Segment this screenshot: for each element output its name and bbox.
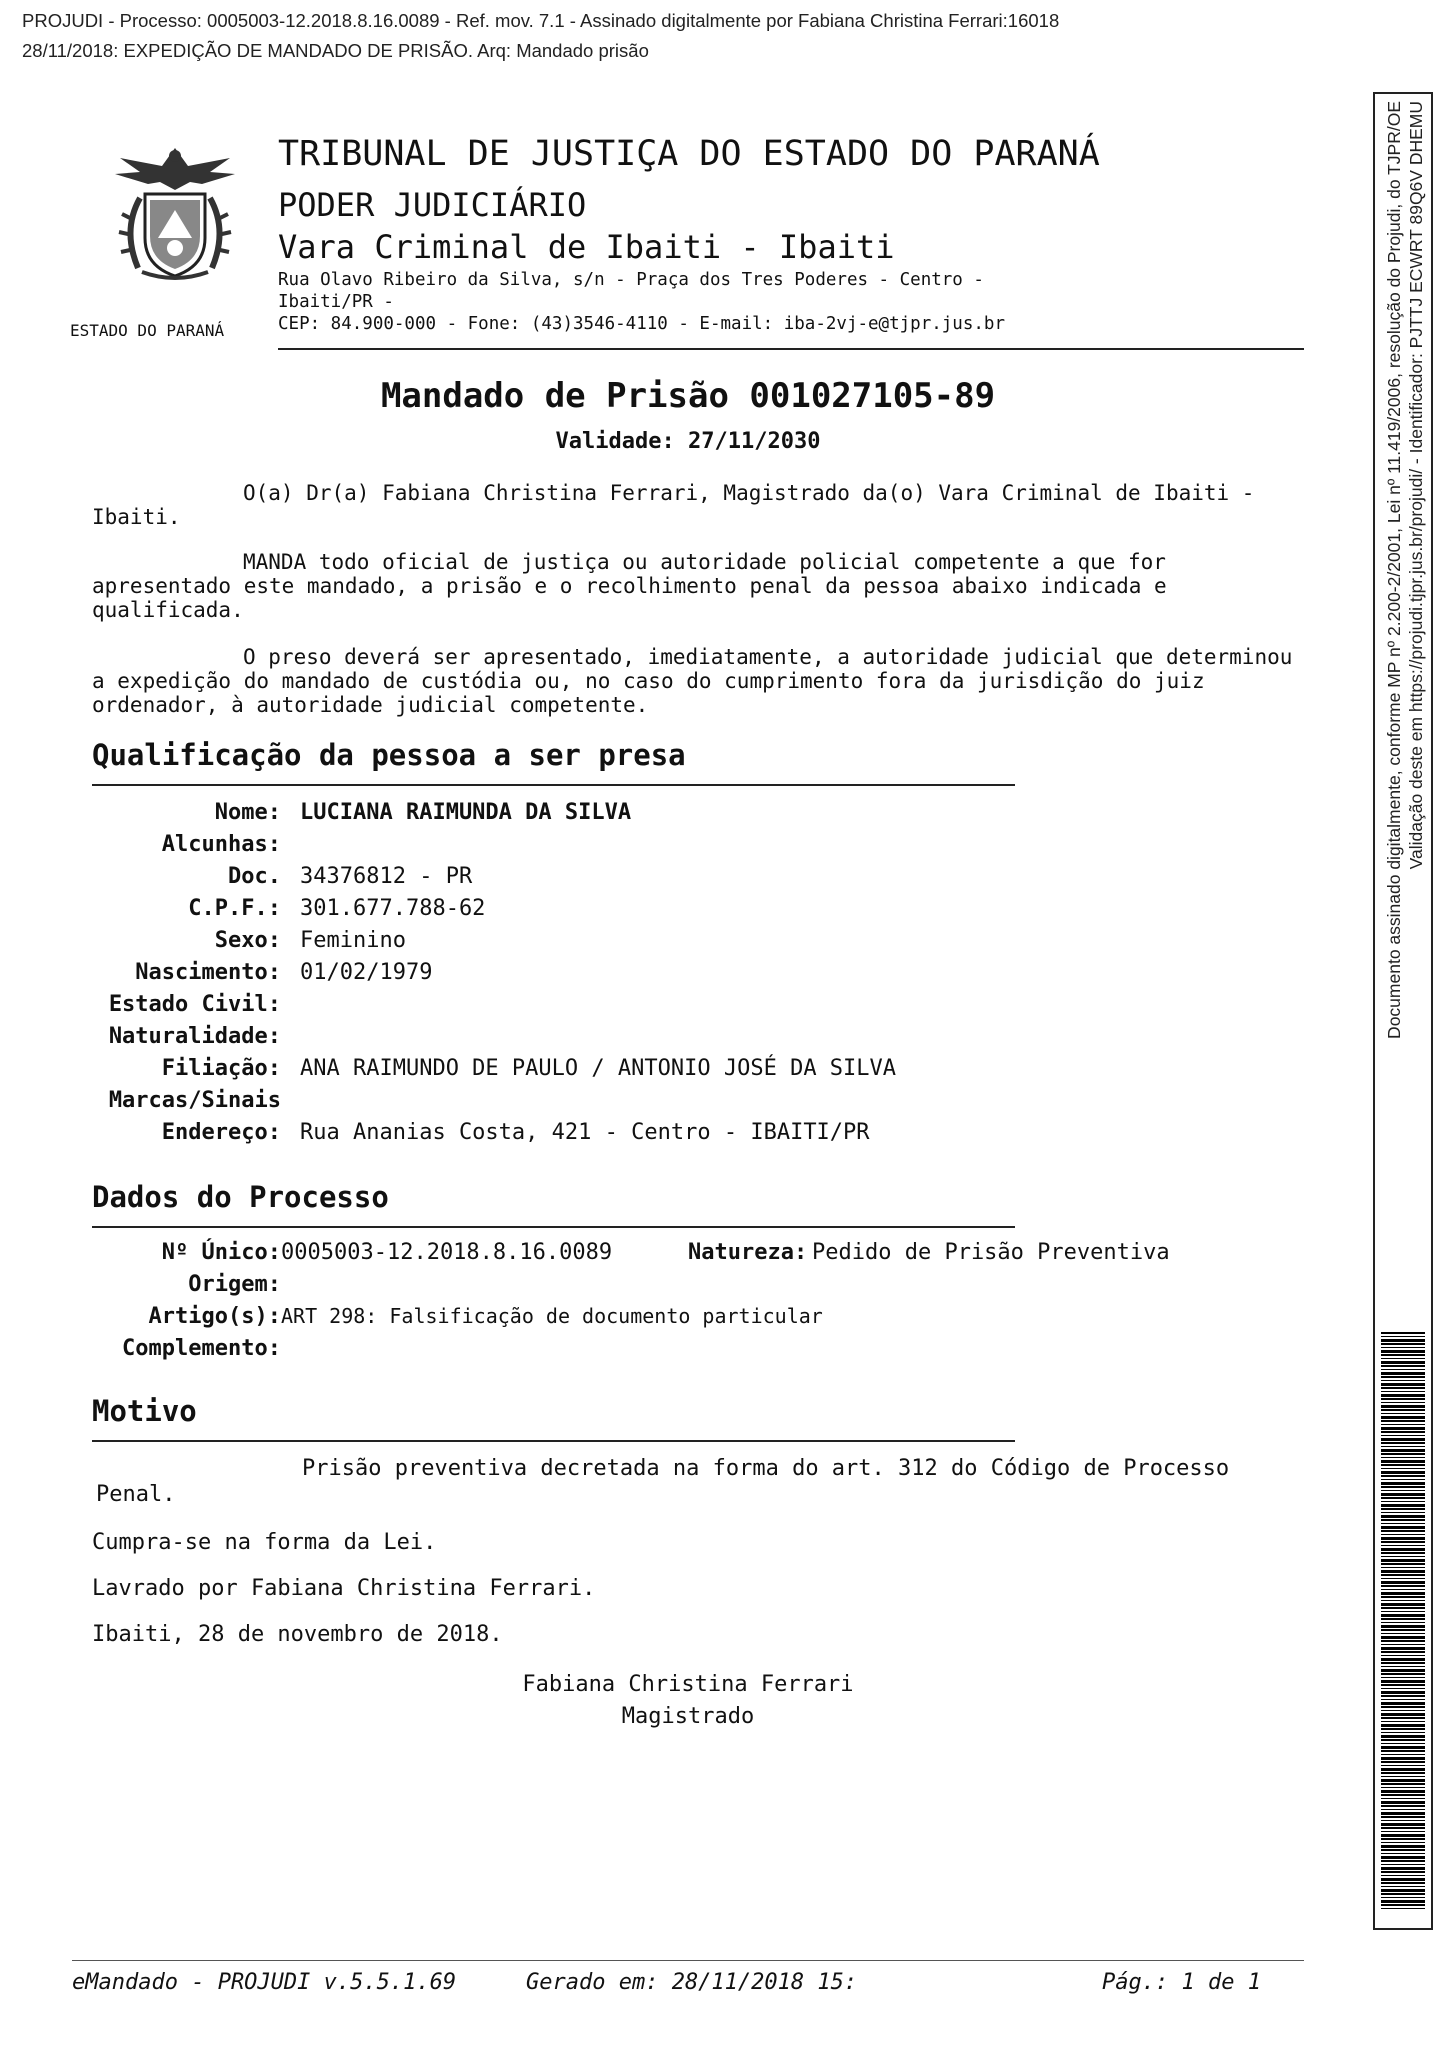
stamp-line2: Validação deste em https://projudi.tjpr.jus.br/projudi/ - Identificador: PJTTJ ECWRT 89Q6V DHEMU <box>1406 101 1426 870</box>
field-value: 301.677.788-62 <box>300 896 486 921</box>
place-date-line: Ibaiti, 28 de novembro de 2018. <box>92 1622 503 1647</box>
parana-coat-of-arms-icon <box>100 138 250 288</box>
intro-p2-line3: qualificada. <box>92 598 244 622</box>
field-label: Marcas/Sinais <box>108 1088 281 1113</box>
field-value: 34376812 - PR <box>300 864 473 889</box>
footer-system: eMandado - PROJUDI v.5.5.1.69 <box>72 1970 457 1995</box>
court-name: TRIBUNAL DE JUSTIÇA DO ESTADO DO PARANÁ <box>278 134 1100 174</box>
field-label: Doc. <box>228 864 281 889</box>
address-line1: Rua Olavo Ribeiro da Silva, s/n - Praça dos Tres Poderes - Centro - <box>278 270 984 290</box>
motivo-line1: Prisão preventiva decretada na forma do art. 312 do Código de Processo <box>302 1456 1230 1481</box>
motivo-line2: Penal. <box>96 1482 176 1507</box>
field-label: Endereço: <box>161 1120 281 1145</box>
top-meta-line2: 28/11/2018: EXPEDIÇÃO DE MANDADO DE PRISÃO. Arq: Mandado prisão <box>22 40 649 61</box>
field-label: Nascimento: <box>135 960 281 985</box>
judicial-branch: PODER JUDICIÁRIO <box>278 186 587 224</box>
numero-value: 0005003-12.2018.8.16.0089 <box>281 1240 613 1265</box>
field-label: C.P.F.: <box>188 896 281 921</box>
warrant-validity: Validade: 27/11/2030 <box>555 429 821 454</box>
field-label: Sexo: <box>214 928 281 953</box>
signature-name: Fabiana Christina Ferrari <box>522 1672 854 1697</box>
artigo-label: Artigo(s): <box>148 1304 281 1329</box>
motivo-section-title: Motivo <box>92 1394 197 1428</box>
complemento-label: Complemento: <box>122 1336 281 1361</box>
signature-role: Magistrado <box>621 1704 755 1729</box>
numero-label: Nº Único: <box>161 1240 281 1265</box>
barcode-icon <box>1381 1332 1425 1910</box>
venue-name: Vara Criminal de Ibaiti - Ibaiti <box>278 228 895 266</box>
intro-p3-line3: ordenador, à autoridade judicial competente. <box>92 693 649 717</box>
footer-page: Pág.: 1 de 1 <box>1102 1970 1261 1995</box>
address-line3: CEP: 84.900-000 - Fone: (43)3546-4110 - E-mail: iba-2vj-e@tjpr.jus.br <box>278 314 1005 334</box>
motivo-section-divider <box>92 1440 1015 1442</box>
top-meta-line1: PROJUDI - Processo: 0005003-12.2018.8.16.0089 - Ref. mov. 7.1 - Assinado digitalmente por Fabiana Christina Ferrari:16018 <box>22 10 1060 31</box>
address-line2: Ibaiti/PR - <box>278 292 394 312</box>
intro-p3-line1: O preso deverá ser apresentado, imediatamente, a autoridade judicial que determinou <box>243 645 1293 669</box>
field-value: ANA RAIMUNDO DE PAULO / ANTONIO JOSÉ DA SILVA <box>300 1056 897 1081</box>
warrant-title: Mandado de Prisão 001027105-89 <box>380 376 996 416</box>
state-label: ESTADO DO PARANÁ <box>70 321 225 340</box>
field-value: Feminino <box>300 928 406 953</box>
stamp-line1: Documento assinado digitalmente, conforme MP nº 2.200-2/2001, Lei nº 11.419/2006, resolução do Projudi, do TJPR/OE <box>1384 101 1404 1039</box>
field-label: Filiação: <box>161 1056 281 1081</box>
field-label: Nome: <box>214 800 281 825</box>
person-section-title: Qualificação da pessoa a ser presa <box>92 738 686 772</box>
field-label: Estado Civil: <box>108 992 281 1017</box>
intro-p1-line2: Ibaiti. <box>92 505 181 529</box>
digital-signature-stamp <box>1373 92 1433 1930</box>
process-section-title: Dados do Processo <box>92 1180 389 1214</box>
origem-label: Origem: <box>188 1272 281 1297</box>
intro-p2-line2: apresentado este mandado, a prisão e o recolhimento penal da pessoa abaixo indicada e <box>92 574 1167 598</box>
intro-p3-line2: a expedição do mandado de custódia ou, no caso do cumprimento fora da jurisdição do juiz <box>92 669 1205 693</box>
field-value: Rua Ananias Costa, 421 - Centro - IBAITI/PR <box>300 1120 870 1145</box>
intro-p1-line1: O(a) Dr(a) Fabiana Christina Ferrari, Magistrado da(o) Vara Criminal de Ibaiti - <box>243 481 1255 505</box>
lavrado-line: Lavrado por Fabiana Christina Ferrari. <box>92 1576 596 1601</box>
field-label: Alcunhas: <box>161 832 281 857</box>
field-value-name: LUCIANA RAIMUNDA DA SILVA <box>300 800 632 825</box>
person-section-divider <box>92 784 1015 786</box>
intro-p2-line1: MANDA todo oficial de justiça ou autoridade policial competente a que for <box>243 550 1166 574</box>
process-section-divider <box>92 1226 1015 1228</box>
header-divider <box>278 348 1304 350</box>
cumpra-line: Cumpra-se na forma da Lei. <box>92 1530 437 1555</box>
footer-divider <box>72 1960 1304 1961</box>
footer-generated: Gerado em: 28/11/2018 15: <box>526 1970 858 1995</box>
natureza-value: Pedido de Prisão Preventiva <box>812 1240 1170 1265</box>
natureza-label: Natureza: <box>688 1240 808 1265</box>
field-value: 01/02/1979 <box>300 960 433 985</box>
field-label: Naturalidade: <box>108 1024 281 1049</box>
artigo-value: ART 298: Falsificação de documento particular <box>281 1304 823 1328</box>
